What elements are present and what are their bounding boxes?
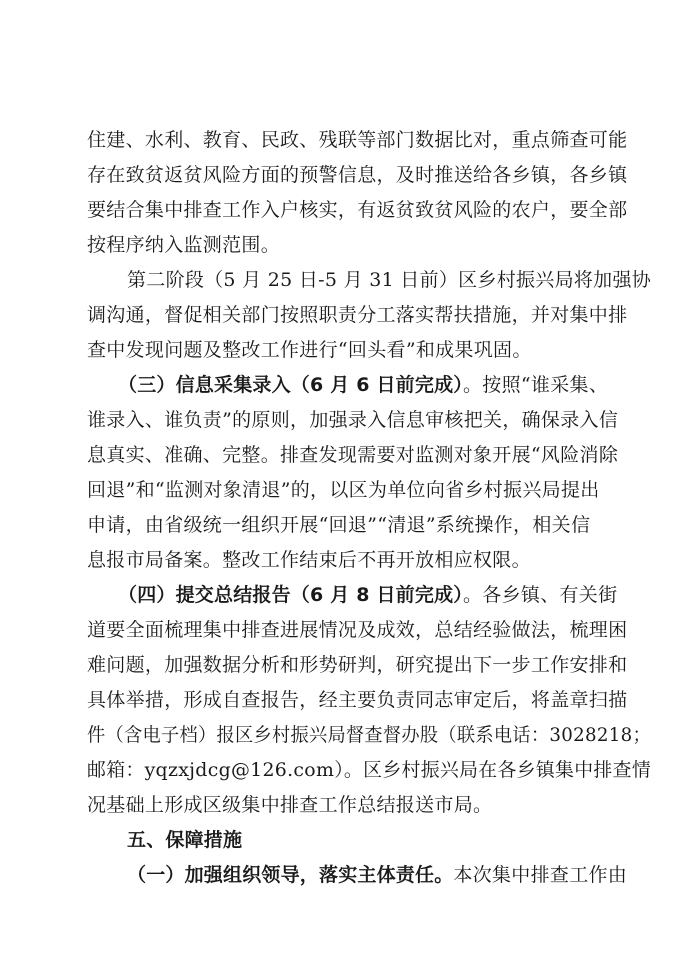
paragraph-line — [87, 791, 691, 819]
paragraph-line — [87, 756, 691, 784]
text-line: 申请，由省级统一组织开展“回退”“清退”系统操作，相关信 — [87, 514, 591, 536]
text-line: 按程序纳入监测范围。 — [87, 234, 281, 256]
section-subheading: （四）提交总结报告（6 月 8 日前完成） — [118, 584, 463, 606]
paragraph-line — [87, 301, 691, 329]
paragraph-line — [118, 371, 691, 399]
text-line: 具体举措，形成自查报告，经主要负责同志审定后，将盖章扫描 — [87, 689, 628, 711]
paragraph-line — [87, 546, 691, 574]
paragraph-line — [87, 231, 691, 259]
section-subheading: （三）信息采集录入（6 月 6 日前完成） — [118, 374, 463, 396]
text-line: 息真实、准确、完整。排查发现需要对监测对象开展“风险消除 — [87, 444, 619, 466]
text-line: 调沟通，督促相关部门按照职责分工落实帮扶措施，并对集中排 — [87, 304, 628, 326]
paragraph-line — [127, 861, 691, 889]
section-heading — [127, 826, 691, 854]
paragraph-line — [87, 406, 691, 434]
paragraph-line — [87, 196, 691, 224]
paragraph-line — [87, 161, 691, 189]
text-line: 息报市局备案。整改工作结束后不再开放相应权限。 — [87, 549, 531, 571]
paragraph-line — [87, 511, 691, 539]
text-line: 查中发现问题及整改工作进行“回头看”和成果巩固。 — [87, 339, 532, 361]
text-line: 存在致贫返贫风险方面的预警信息，及时推送给各乡镇，各乡镇 — [87, 164, 628, 186]
paragraph-line — [87, 441, 691, 469]
paragraph-line — [87, 651, 691, 679]
text-line: 件（含电子档）报区乡村振兴局督查督办股（联系电话：3028218； — [87, 724, 651, 746]
paragraph-line — [87, 336, 691, 364]
text-line: 本次集中排查工作由 — [453, 864, 628, 886]
text-line: 第二阶段（5 月 25 日-5 月 31 日前）区乡村振兴局将加强协 — [127, 269, 652, 291]
paragraph-line — [118, 581, 691, 609]
paragraph-line — [127, 266, 691, 294]
paragraph-line — [87, 476, 691, 504]
paragraph-line — [87, 616, 691, 644]
section-subheading: （一）加强组织领导，落实主体责任。 — [127, 864, 454, 886]
paragraph-line — [87, 126, 691, 154]
text-line: 。按照“谁采集、 — [463, 374, 609, 396]
text-line: 谁录入、谁负责”的原则，加强录入信息审核把关，确保录入信 — [87, 409, 619, 431]
text-line: 难问题，加强数据分析和形势研判，研究提出下一步工作安排和 — [87, 654, 628, 676]
paragraph-line — [87, 721, 691, 749]
text-line: 况基础上形成区级集中排查工作总结报送市局。 — [87, 794, 493, 816]
paragraph-line — [87, 686, 691, 714]
heading-text: 五、保障措施 — [127, 829, 243, 851]
text-line: 回退”和“监测对象清退”的，以区为单位向省乡村振兴局提出 — [87, 479, 600, 501]
text-line: 住建、水利、教育、民政、残联等部门数据比对，重点筛查可能 — [87, 129, 628, 151]
text-line: 道要全面梳理集中排查进展情况及成效，总结经验做法，梳理困 — [87, 619, 628, 641]
text-line: 要结合集中排查工作入户核实，有返贫致贫风险的农户，要全部 — [87, 199, 628, 221]
text-line: 。各乡镇、有关街 — [463, 584, 618, 606]
text-line: 邮箱：yqzxjdcg@126.com）。区乡村振兴局在各乡镇集中排查情 — [87, 759, 652, 781]
